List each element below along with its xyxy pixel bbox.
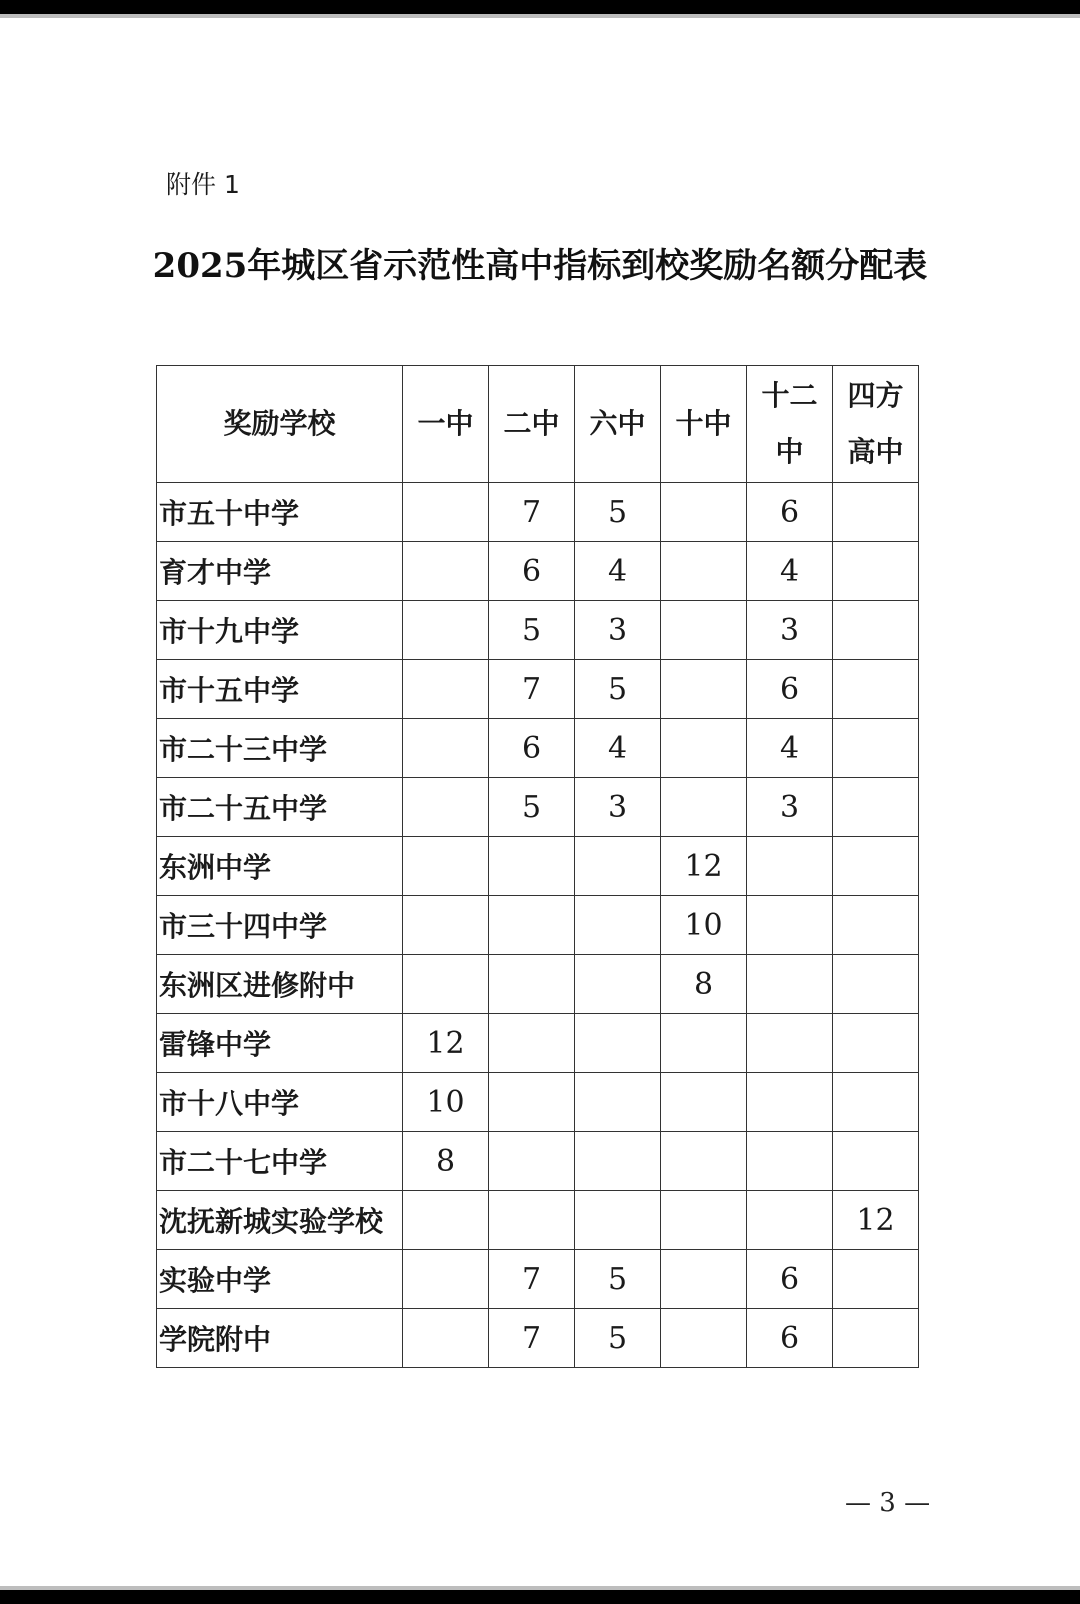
quota-cell [403, 542, 489, 601]
quota-cell [661, 1309, 747, 1368]
quota-cell [661, 1014, 747, 1073]
table-row [157, 483, 919, 542]
quota-cell: 5 [575, 1309, 661, 1368]
table-row [157, 1132, 919, 1191]
quota-cell [661, 542, 747, 601]
quota-cell [833, 955, 919, 1014]
table-row [157, 778, 919, 837]
quota-table [156, 365, 919, 1368]
quota-cell [403, 1309, 489, 1368]
quota-cell [661, 483, 747, 542]
header-col-5: 十二 中 [747, 366, 833, 483]
quota-cell [833, 660, 919, 719]
school-name-cell: 市十九中学 [157, 601, 403, 660]
quota-cell [747, 837, 833, 896]
quota-cell: 7 [489, 483, 575, 542]
quota-cell: 3 [747, 778, 833, 837]
school-name-cell: 沈抚新城实验学校 [157, 1191, 403, 1250]
quota-table-header [157, 366, 919, 483]
header-col-4: 十中 [661, 366, 747, 483]
quota-cell [833, 483, 919, 542]
quota-cell [403, 601, 489, 660]
quota-cell [575, 1014, 661, 1073]
quota-cell [575, 896, 661, 955]
quota-cell [489, 1073, 575, 1132]
quota-cell [833, 896, 919, 955]
document-page [0, 14, 1080, 1590]
quota-cell: 6 [747, 1309, 833, 1368]
quota-table-body [157, 483, 919, 1368]
quota-cell: 10 [403, 1073, 489, 1132]
quota-cell [489, 837, 575, 896]
quota-cell [747, 955, 833, 1014]
header-row [157, 366, 919, 483]
quota-cell: 7 [489, 1250, 575, 1309]
quota-cell [489, 1191, 575, 1250]
quota-cell [403, 896, 489, 955]
quota-cell: 5 [489, 601, 575, 660]
quota-cell [833, 837, 919, 896]
quota-cell [403, 778, 489, 837]
quota-cell [833, 1073, 919, 1132]
header-col-2: 二中 [489, 366, 575, 483]
quota-cell [661, 719, 747, 778]
school-name-cell: 市三十四中学 [157, 896, 403, 955]
quota-cell [489, 896, 575, 955]
quota-cell: 6 [747, 660, 833, 719]
quota-cell [833, 1309, 919, 1368]
quota-cell [489, 1132, 575, 1191]
quota-cell [575, 1132, 661, 1191]
quota-cell [403, 1191, 489, 1250]
school-name-cell: 东洲区进修附中 [157, 955, 403, 1014]
header-col-3: 六中 [575, 366, 661, 483]
quota-cell: 5 [575, 660, 661, 719]
quota-cell [575, 955, 661, 1014]
quota-cell [661, 660, 747, 719]
quota-cell [403, 719, 489, 778]
quota-cell: 12 [833, 1191, 919, 1250]
quota-cell [833, 719, 919, 778]
school-name-cell: 市二十三中学 [157, 719, 403, 778]
attachment-label: 附件 1 [166, 170, 240, 199]
quota-cell: 4 [747, 542, 833, 601]
header-col-6: 四方 高中 [833, 366, 919, 483]
header-col-1: 一中 [403, 366, 489, 483]
table-row [157, 601, 919, 660]
school-name-cell: 市二十七中学 [157, 1132, 403, 1191]
page-number: — 3 — [845, 1488, 931, 1518]
quota-cell [747, 1132, 833, 1191]
school-name-cell: 东洲中学 [157, 837, 403, 896]
school-name-cell: 市十八中学 [157, 1073, 403, 1132]
table-row [157, 1191, 919, 1250]
quota-cell [661, 778, 747, 837]
quota-cell [661, 1073, 747, 1132]
quota-cell [403, 660, 489, 719]
quota-cell: 5 [575, 1250, 661, 1309]
document-title: 2025年城区省示范性高中指标到校奖励名额分配表 [152, 246, 928, 286]
table-row [157, 837, 919, 896]
quota-cell: 10 [661, 896, 747, 955]
school-name-cell: 市五十中学 [157, 483, 403, 542]
school-name-cell: 市二十五中学 [157, 778, 403, 837]
quota-cell [833, 542, 919, 601]
quota-cell: 4 [747, 719, 833, 778]
quota-cell [833, 601, 919, 660]
quota-cell: 3 [575, 601, 661, 660]
school-name-cell: 市十五中学 [157, 660, 403, 719]
quota-cell: 6 [747, 483, 833, 542]
header-school: 奖励学校 [157, 366, 403, 483]
table-row [157, 1073, 919, 1132]
quota-cell: 6 [489, 719, 575, 778]
quota-cell: 7 [489, 660, 575, 719]
quota-cell: 6 [747, 1250, 833, 1309]
quota-cell [403, 1250, 489, 1309]
quota-cell [833, 1132, 919, 1191]
quota-cell [833, 1014, 919, 1073]
quota-cell: 12 [661, 837, 747, 896]
quota-cell [661, 601, 747, 660]
quota-cell: 4 [575, 719, 661, 778]
quota-cell: 8 [403, 1132, 489, 1191]
quota-cell [747, 1014, 833, 1073]
school-name-cell: 实验中学 [157, 1250, 403, 1309]
table-row [157, 1014, 919, 1073]
quota-cell: 3 [575, 778, 661, 837]
table-row [157, 896, 919, 955]
quota-cell: 6 [489, 542, 575, 601]
quota-cell: 5 [489, 778, 575, 837]
school-name-cell: 育才中学 [157, 542, 403, 601]
quota-cell [661, 1250, 747, 1309]
quota-cell [747, 1191, 833, 1250]
quota-cell [833, 1250, 919, 1309]
quota-cell [833, 778, 919, 837]
quota-cell: 8 [661, 955, 747, 1014]
quota-cell [575, 837, 661, 896]
quota-cell [661, 1132, 747, 1191]
table-row [157, 719, 919, 778]
school-name-cell: 学院附中 [157, 1309, 403, 1368]
quota-cell [575, 1073, 661, 1132]
table-row [157, 1309, 919, 1368]
quota-cell: 12 [403, 1014, 489, 1073]
table-row [157, 660, 919, 719]
school-name-cell: 雷锋中学 [157, 1014, 403, 1073]
quota-cell [489, 955, 575, 1014]
quota-cell: 4 [575, 542, 661, 601]
quota-cell [489, 1014, 575, 1073]
quota-cell [403, 955, 489, 1014]
quota-cell [575, 1191, 661, 1250]
quota-cell: 3 [747, 601, 833, 660]
quota-cell [747, 896, 833, 955]
quota-cell [661, 1191, 747, 1250]
quota-cell: 5 [575, 483, 661, 542]
table-row [157, 542, 919, 601]
quota-cell [747, 1073, 833, 1132]
table-row [157, 955, 919, 1014]
quota-cell: 7 [489, 1309, 575, 1368]
quota-cell [403, 837, 489, 896]
quota-cell [403, 483, 489, 542]
table-row [157, 1250, 919, 1309]
